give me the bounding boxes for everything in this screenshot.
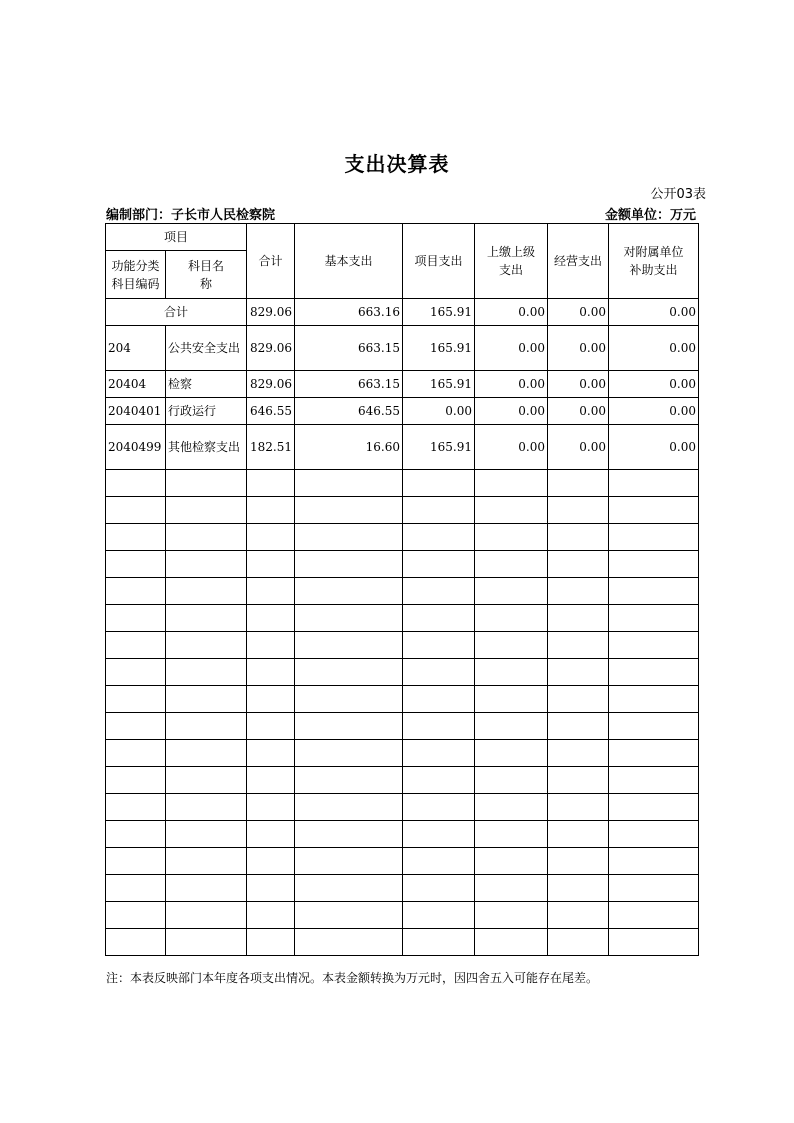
empty-cell — [295, 902, 403, 929]
unit-label: 金额单位：万元 — [604, 208, 696, 223]
header-name: 科目名称 — [166, 251, 247, 299]
empty-cell — [548, 794, 609, 821]
empty-row — [106, 767, 699, 794]
empty-cell — [609, 659, 699, 686]
empty-cell — [475, 902, 548, 929]
empty-cell — [609, 551, 699, 578]
empty-cell — [403, 902, 475, 929]
empty-cell — [475, 524, 548, 551]
empty-cell — [403, 497, 475, 524]
empty-cell — [106, 605, 166, 632]
empty-row — [106, 686, 699, 713]
header-remit: 上缴上级支出 — [475, 224, 548, 299]
empty-cell — [247, 794, 295, 821]
empty-cell — [609, 740, 699, 767]
empty-cell — [247, 524, 295, 551]
empty-cell — [548, 875, 609, 902]
row-name: 公共安全支出 — [166, 326, 247, 371]
empty-cell — [403, 875, 475, 902]
empty-cell — [295, 524, 403, 551]
total-label: 合计 — [106, 299, 247, 326]
empty-cell — [403, 605, 475, 632]
empty-cell — [166, 875, 247, 902]
row-business: 0.00 — [548, 425, 609, 470]
empty-cell — [295, 659, 403, 686]
empty-cell — [106, 578, 166, 605]
total-basic: 663.16 — [295, 299, 403, 326]
empty-row — [106, 794, 699, 821]
empty-cell — [247, 551, 295, 578]
empty-cell — [247, 929, 295, 956]
empty-cell — [548, 821, 609, 848]
page-title: 支出决算表 — [344, 152, 450, 176]
empty-cell — [403, 740, 475, 767]
row-name: 其他检察支出 — [166, 425, 247, 470]
empty-cell — [609, 686, 699, 713]
empty-cell — [166, 659, 247, 686]
empty-cell — [403, 821, 475, 848]
row-subsidy: 0.00 — [609, 398, 699, 425]
empty-cell — [403, 524, 475, 551]
empty-row — [106, 632, 699, 659]
row-total: 646.55 — [247, 398, 295, 425]
meta-row — [106, 204, 696, 222]
empty-cell — [548, 551, 609, 578]
empty-cell — [295, 551, 403, 578]
empty-cell — [548, 740, 609, 767]
empty-cell — [295, 929, 403, 956]
empty-cell — [475, 686, 548, 713]
empty-cell — [548, 470, 609, 497]
empty-cell — [548, 902, 609, 929]
row-remit: 0.00 — [475, 425, 548, 470]
empty-cell — [475, 875, 548, 902]
row-remit: 0.00 — [475, 326, 548, 371]
row-project: 0.00 — [403, 398, 475, 425]
empty-cell — [609, 875, 699, 902]
empty-cell — [548, 848, 609, 875]
empty-cell — [295, 713, 403, 740]
total-business: 0.00 — [548, 299, 609, 326]
empty-cell — [166, 578, 247, 605]
empty-cell — [247, 713, 295, 740]
empty-cell — [106, 740, 166, 767]
empty-cell — [609, 929, 699, 956]
empty-cell — [609, 497, 699, 524]
empty-cell — [609, 821, 699, 848]
department-label: 编制部门：子长市人民检察院 — [106, 208, 276, 223]
empty-cell — [403, 848, 475, 875]
empty-cell — [247, 632, 295, 659]
row-code: 2040499 — [106, 425, 166, 470]
empty-cell — [247, 767, 295, 794]
empty-cell — [475, 794, 548, 821]
row-name: 检察 — [166, 371, 247, 398]
empty-cell — [295, 740, 403, 767]
empty-cell — [106, 713, 166, 740]
row-subsidy: 0.00 — [609, 425, 699, 470]
empty-cell — [247, 821, 295, 848]
empty-cell — [609, 848, 699, 875]
empty-cell — [247, 902, 295, 929]
empty-cell — [475, 632, 548, 659]
empty-cell — [609, 632, 699, 659]
empty-cell — [548, 632, 609, 659]
empty-cell — [403, 659, 475, 686]
total-total: 829.06 — [247, 299, 295, 326]
empty-cell — [166, 902, 247, 929]
row-code: 20404 — [106, 371, 166, 398]
row-code: 2040401 — [106, 398, 166, 425]
total-remit: 0.00 — [475, 299, 548, 326]
empty-cell — [106, 470, 166, 497]
empty-cell — [475, 929, 548, 956]
total-project: 165.91 — [403, 299, 475, 326]
empty-cell — [106, 902, 166, 929]
empty-cell — [548, 686, 609, 713]
empty-row — [106, 605, 699, 632]
empty-cell — [106, 821, 166, 848]
empty-row — [106, 470, 699, 497]
empty-cell — [475, 578, 548, 605]
row-basic: 16.60 — [295, 425, 403, 470]
table-row — [106, 425, 699, 470]
empty-cell — [548, 524, 609, 551]
header-project: 项目支出 — [403, 224, 475, 299]
empty-cell — [247, 875, 295, 902]
expenditure-table — [105, 223, 699, 956]
empty-cell — [166, 794, 247, 821]
empty-row — [106, 524, 699, 551]
row-business: 0.00 — [548, 326, 609, 371]
empty-cell — [166, 713, 247, 740]
empty-cell — [166, 524, 247, 551]
empty-cell — [247, 578, 295, 605]
empty-row — [106, 659, 699, 686]
header-subsidy: 对附属单位补助支出 — [609, 224, 699, 299]
empty-cell — [295, 605, 403, 632]
total-row — [106, 299, 699, 326]
row-total: 829.06 — [247, 326, 295, 371]
empty-row — [106, 551, 699, 578]
row-name: 行政运行 — [166, 398, 247, 425]
empty-cell — [247, 848, 295, 875]
empty-cell — [295, 848, 403, 875]
row-business: 0.00 — [548, 371, 609, 398]
empty-cell — [609, 794, 699, 821]
header-business: 经营支出 — [548, 224, 609, 299]
empty-cell — [475, 551, 548, 578]
empty-cell — [106, 632, 166, 659]
header-basic: 基本支出 — [295, 224, 403, 299]
empty-cell — [403, 551, 475, 578]
empty-cell — [609, 902, 699, 929]
empty-cell — [166, 470, 247, 497]
empty-cell — [475, 470, 548, 497]
row-basic: 663.15 — [295, 371, 403, 398]
empty-cell — [295, 794, 403, 821]
empty-cell — [247, 659, 295, 686]
empty-cell — [475, 821, 548, 848]
empty-cell — [548, 497, 609, 524]
empty-cell — [106, 794, 166, 821]
empty-cell — [295, 470, 403, 497]
empty-cell — [166, 605, 247, 632]
empty-cell — [403, 794, 475, 821]
empty-cell — [403, 929, 475, 956]
row-total: 182.51 — [247, 425, 295, 470]
empty-cell — [106, 686, 166, 713]
row-remit: 0.00 — [475, 398, 548, 425]
total-subsidy: 0.00 — [609, 299, 699, 326]
empty-cell — [609, 605, 699, 632]
empty-cell — [609, 578, 699, 605]
empty-cell — [475, 848, 548, 875]
empty-cell — [403, 578, 475, 605]
empty-cell — [106, 524, 166, 551]
empty-cell — [166, 929, 247, 956]
empty-cell — [106, 659, 166, 686]
empty-cell — [106, 497, 166, 524]
empty-cell — [247, 686, 295, 713]
row-subsidy: 0.00 — [609, 371, 699, 398]
header-total: 合计 — [247, 224, 295, 299]
empty-cell — [548, 713, 609, 740]
empty-cell — [403, 686, 475, 713]
empty-cell — [548, 659, 609, 686]
empty-row — [106, 848, 699, 875]
empty-cell — [609, 767, 699, 794]
empty-cell — [295, 497, 403, 524]
row-basic: 646.55 — [295, 398, 403, 425]
empty-cell — [166, 848, 247, 875]
empty-row — [106, 821, 699, 848]
empty-cell — [295, 821, 403, 848]
table-row — [106, 326, 699, 371]
empty-cell — [166, 551, 247, 578]
row-code: 204 — [106, 326, 166, 371]
empty-cell — [403, 767, 475, 794]
row-basic: 663.15 — [295, 326, 403, 371]
row-project: 165.91 — [403, 425, 475, 470]
empty-cell — [475, 605, 548, 632]
empty-row — [106, 929, 699, 956]
empty-row — [106, 875, 699, 902]
empty-cell — [106, 848, 166, 875]
empty-cell — [475, 740, 548, 767]
empty-row — [106, 578, 699, 605]
empty-cell — [609, 713, 699, 740]
empty-row — [106, 902, 699, 929]
empty-cell — [166, 767, 247, 794]
header-item: 项目 — [106, 224, 247, 251]
empty-cell — [166, 497, 247, 524]
empty-cell — [166, 632, 247, 659]
empty-cell — [295, 875, 403, 902]
empty-cell — [247, 497, 295, 524]
empty-cell — [609, 524, 699, 551]
empty-cell — [295, 686, 403, 713]
table-row — [106, 398, 699, 425]
empty-cell — [475, 767, 548, 794]
empty-cell — [106, 929, 166, 956]
row-project: 165.91 — [403, 371, 475, 398]
empty-cell — [403, 470, 475, 497]
empty-cell — [166, 686, 247, 713]
empty-cell — [548, 767, 609, 794]
row-project: 165.91 — [403, 326, 475, 371]
empty-cell — [403, 713, 475, 740]
empty-cell — [247, 740, 295, 767]
empty-cell — [247, 605, 295, 632]
empty-row — [106, 713, 699, 740]
empty-cell — [475, 497, 548, 524]
table-row — [106, 371, 699, 398]
row-business: 0.00 — [548, 398, 609, 425]
empty-cell — [295, 632, 403, 659]
header-code: 功能分类科目编码 — [106, 251, 166, 299]
empty-cell — [548, 605, 609, 632]
empty-cell — [106, 767, 166, 794]
empty-cell — [295, 578, 403, 605]
empty-row — [106, 497, 699, 524]
form-number: 公开03表 — [650, 187, 706, 202]
empty-cell — [609, 470, 699, 497]
empty-cell — [548, 929, 609, 956]
empty-cell — [166, 740, 247, 767]
row-remit: 0.00 — [475, 371, 548, 398]
empty-cell — [106, 551, 166, 578]
empty-cell — [295, 767, 403, 794]
empty-cell — [403, 632, 475, 659]
empty-cell — [475, 713, 548, 740]
empty-cell — [475, 659, 548, 686]
empty-row — [106, 740, 699, 767]
empty-cell — [166, 821, 247, 848]
row-subsidy: 0.00 — [609, 326, 699, 371]
footnote: 注：本表反映部门本年度各项支出情况。本表金额转换为万元时，因四舍五入可能存在尾差。 — [106, 971, 599, 985]
empty-cell — [106, 875, 166, 902]
row-total: 829.06 — [247, 371, 295, 398]
empty-cell — [548, 578, 609, 605]
empty-cell — [247, 470, 295, 497]
